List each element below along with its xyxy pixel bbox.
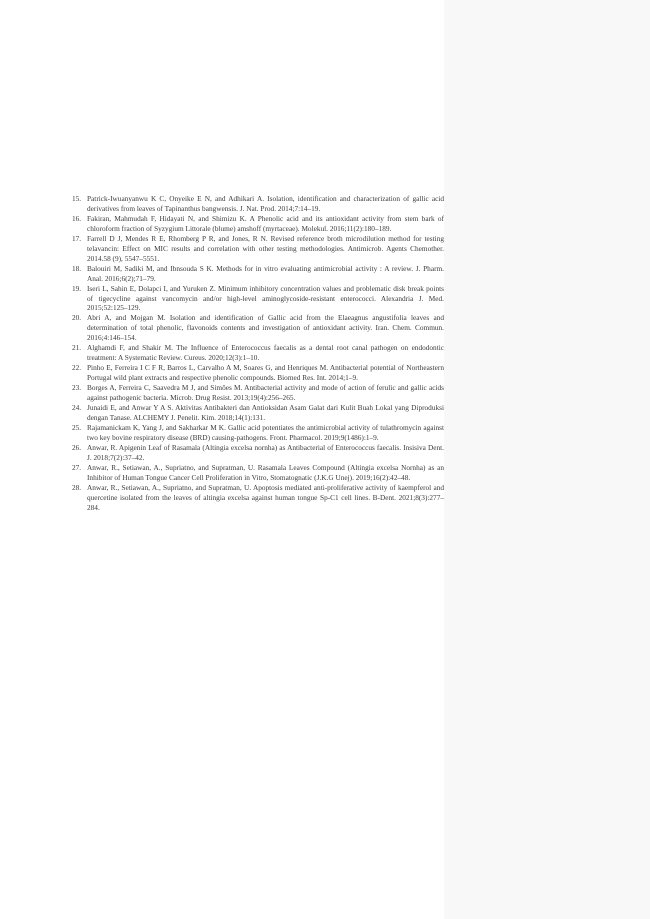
reference-text: Junaidi E, and Anwar Y A S. Aktivitas Antibakteri dan Antioksidan Asam Galat dari Kulit Buah Lokal yang Diproduksi dengan Tanase. ALCHEMY J. Penelit. Kim. 2018;14(1):131.	[87, 403, 444, 422]
reference-number: 22.	[72, 363, 82, 373]
reference-item	[72, 264, 444, 284]
reference-item	[72, 343, 444, 363]
reference-item	[72, 284, 444, 314]
reference-text: Anwar, R., Setiawan, A., Supriatno, and Supratman, U. Apoptosis mediated anti-proliferative activity of kaempferol and quercetine isolated from the leaves of altingia excelsa against human tongue Sp-C1 cell lines. B-Dent. 2021;8(3):277–284.	[87, 482, 444, 512]
reference-item	[72, 234, 444, 264]
reference-number: 25.	[72, 422, 82, 432]
reference-item	[72, 483, 444, 513]
reference-text: Balouiri M, Sadiki M, and Ibnsouda S K. Methods for in vitro evaluating antimicrobial activity : A review. J. Pharm. Anal. 2016;6(2);71–79.	[87, 263, 444, 283]
reference-number: 20.	[72, 313, 82, 323]
reference-text: Patrick-Iwuanyanwu K C, Onyeike E N, and Adhikari A. Isolation, identification and characterization of gallic acid derivatives from leaves of Tapinanthus bangwensis. J. Nat. Prod. 2014;7:14–19.	[87, 194, 444, 213]
reference-item	[72, 313, 444, 343]
reference-item	[72, 443, 444, 463]
reference-text: Rajamanickam K, Yang J, and Sakharkar M K. Gallic acid potentiates the antimicrobial activity of tulathromycin against two key bovine respiratory disease (BRD) causing-pathogens. Front. Pharmacol. 2019;9(1486):1–9.	[87, 422, 444, 442]
reference-item	[72, 463, 444, 483]
reference-item	[72, 383, 444, 403]
reference-number: 21.	[72, 343, 82, 353]
reference-item	[72, 363, 444, 383]
reference-item	[72, 214, 444, 234]
reference-number: 19.	[72, 283, 82, 293]
page-margin-strip	[444, 0, 650, 919]
reference-number: 17.	[72, 233, 82, 243]
reference-text: Iseri L, Sahin E, Dolapci I, and Yuruken Z. Minimum inhibitory concentration values and problematic disk break points of tigecycline against vancomycin and/or high-level aminoglycoside-resistant enterococci. Alexandria J. Med. 2015;52:125–129.	[87, 283, 444, 313]
reference-number: 15.	[72, 194, 82, 203]
reference-text: Pinho E, Ferreira I C F R, Barros L, Carvalho A M, Soares G, and Henriques M. Antibacterial potential of Northeastern Portugal wild plant extracts and respective phenolic compounds. Biomed Res. Int. 2014;1–9.	[87, 363, 444, 383]
reference-number: 28.	[72, 482, 82, 492]
reference-number: 23.	[72, 383, 82, 393]
reference-text: Alghamdi F, and Shakir M. The Influence of Enterococcus faecalis as a dental root canal pathogen on endodontic treatment: A Systematic Review. Cureus. 2020;12(3):1–10.	[87, 343, 444, 363]
reference-number: 24.	[72, 403, 82, 413]
reference-number: 18.	[72, 263, 82, 273]
reference-number: 16.	[72, 213, 82, 223]
reference-text: Abri A, and Mojgan M. Isolation and identification of Gallic acid from the Elaeagnus angustifolia leaves and determination of total phenolic, flavonoids contents and investigation of antioxidant activity. Iran. Chem. Commun. 2016;4:146–154.	[87, 313, 444, 343]
reference-text: Borges A, Ferreira C, Saavedra M J, and Simões M. Antibacterial activity and mode of action of ferulic and gallic acids against pathogenic bacteria. Microb. Drug Resist. 2013;19(4):256–265.	[87, 383, 444, 403]
reference-text: Farrell D J, Mendes R E, Rhomberg P R, and Jones, R N. Revised reference broth microdilution method for testing telavancin: Effect on MIC results and correlation with other testing methodologies. Antimicrob. Agents Chemother. 2014.58 (9), 5547–5551.	[87, 233, 444, 263]
reference-item	[72, 403, 444, 423]
reference-number: 27.	[72, 462, 82, 472]
reference-list	[72, 194, 444, 513]
reference-item	[72, 194, 444, 214]
reference-text: Anwar, R., Setiawan, A., Supriatno, and Supratman, U. Rasamala Leaves Compound (Altingia excelsa Nornha) as an Inhibitor of Human Tongue Cancer Cell Proliferation in Vitro, Stomatognatic (J.K.G Unej). 2019;16(2):42–48.	[87, 462, 444, 482]
reference-text: Fakiran, Mahmudah F, Hidayati N, and Shimizu K. A Phenolic acid and its antioxidant activity from stem bark of chloroform fraction of Syzygium Littorale (blume) amshoff (myrtaceae). Molekul. 2016;11(2):180–189.	[87, 213, 444, 233]
reference-number: 26.	[72, 442, 82, 452]
reference-item	[72, 423, 444, 443]
reference-text: Anwar, R. Apigenin Leaf of Rasamala (Altingia excelsa nornha) as Antibacterial of Enterococcus faecalis. Insisiva Dent. J. 2018;7(2):37–42.	[87, 442, 444, 462]
